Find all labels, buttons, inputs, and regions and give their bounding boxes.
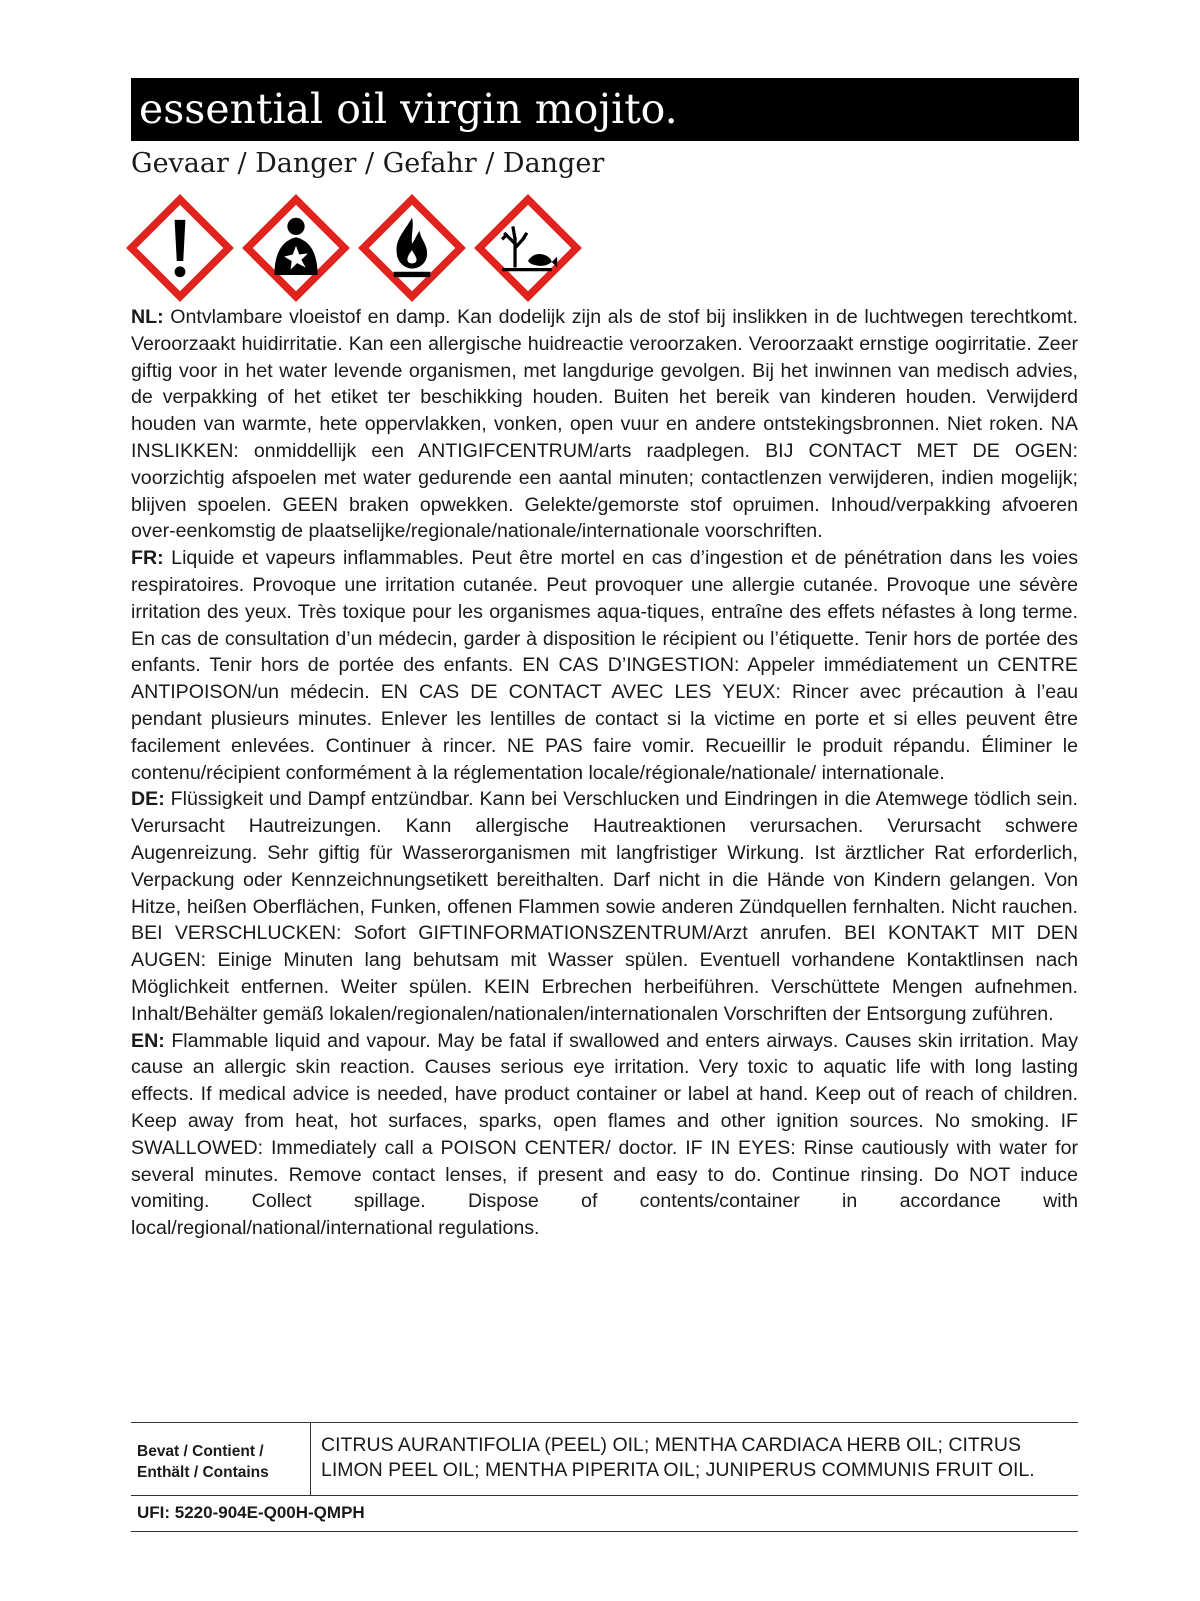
statement-de	[131, 786, 1078, 1027]
ingredients-label-line2: Enthält / Contains	[137, 1464, 269, 1481]
language-code: FR:	[131, 547, 164, 570]
language-code: NL:	[131, 306, 164, 328]
ingredients-label	[131, 1423, 311, 1495]
exclamation-mark-icon	[126, 194, 234, 302]
language-code: DE:	[131, 788, 165, 811]
ingredients-label-line1: Bevat / Contient /	[137, 1443, 264, 1460]
ufi-code: UFI: 5220-904E-Q00H-QMPH	[131, 1496, 1078, 1532]
ingredients-table	[131, 1422, 1078, 1496]
statement-text: Ontvlambare vloeistof en damp. Kan dodelijk zijn als de stof bij inslikken in de luchtwegen terechtkomt. Veroorzaakt huidirritatie. Kan een allergische huidreactie veroorzaken. Veroorzaakt ernstige oogirritatie. Zeer giftig voor in het water levende organismen, met langdurige gevolgen. Bij het inwinnen van medisch advies, de verpakking of het etiket ter beschikking houden. Buiten het bereik van kinderen houden. Verwijderd houden van warmte, hete oppervlakken, vonken, open vuur en andere ontstekingsbronnen. Niet roken. NA INSLIKKEN: onmiddellijk een ANTIGIFCENTRUM/arts raadplegen. BIJ CONTACT MET DE OGEN: voorzichtig afspoelen met water gedurende een aantal minuten; contactlenzen verwijderen, indien mogelijk; blijven spoelen. GEEN braken opwekken. Gelekte/gemorste stof opruimen. Inhoud/verpakking afvoeren over-eenkomstig de plaatselijke/regionale/nationale/internationale voorschriften.	[131, 306, 1078, 543]
flame-icon	[358, 194, 466, 302]
statement-text: Flüssigkeit und Dampf entzündbar. Kann bei Verschlucken und Eindringen in die Atemwege tödlich sein. Verursacht Hautreizungen. Kann allergische Hautreaktionen verursachen. Verursacht schwere Augenreizung. Sehr giftig für Wasserorganismen mit langfristiger Wirkung. Ist ärztlicher Rat erforderlich, Verpackung oder Kennzeichnungsetikett bereithalten. Darf nicht in die Hände von Kindern gelangen. Von Hitze, heißen Oberflächen, Funken, offenen Flammen sowie anderen Zündquellen fernhalten. Nicht rauchen. BEI VERSCHLUCKEN: Sofort GIFTINFORMATIONSZENTRUM/Arzt anrufen. BEI KONTAKT MIT DEN AUGEN: Einige Minuten lang behutsam mit Wasser spülen. Eventuell vorhandene Kontaktlinsen nach Möglichkeit entfernen. Weiter spülen. KEIN Erbrechen herbeiführen. Verschüttete Mengen aufnehmen. Inhalt/Behälter gemäß lokalen/regionalen/nationalen/internationalen Vorschriften der Entsorgung zuführen.	[131, 788, 1078, 1025]
statement-en	[131, 1028, 1078, 1242]
product-title: essential oil virgin mojito.	[131, 78, 1079, 141]
statement-text: Liquide et vapeurs inflammables. Peut être mortel en cas d’ingestion et de pénétration dans les voies respiratoires. Provoque une irritation cutanée. Peut provoquer une allergie cutanée. Provoque une sévère irritation des yeux. Très toxique pour les organismes aqua-tiques, entraîne des effets néfastes à long terme. En cas de consultation d’un médecin, garder à disposition le récipient ou l’étiquette. Tenir hors de portée des enfants. Tenir hors de portée des enfants. EN CAS D’INGESTION: Appeler immédiatement un CENTRE ANTIPOISON/un médecin. EN CAS DE CONTACT AVEC LES YEUX: Rincer avec précaution à l’eau pendant plusieurs minutes. Enlever les lentilles de contact si la victime en porte et si elles peuvent être facilement enlevées. Continuer à rincer. NE PAS faire vomir. Recueillir le produit répandu. Éliminer le contenu/récipient conformément à la réglementation locale/régionale/nationale/ internationale.	[131, 547, 1078, 784]
statement-fr	[131, 545, 1078, 786]
statement-nl	[131, 304, 1078, 545]
health-hazard-icon	[242, 194, 350, 302]
environment-hazard-icon	[474, 194, 582, 302]
hazard-statements	[131, 304, 1078, 1242]
signal-word: Gevaar / Danger / Gefahr / Danger	[131, 148, 605, 179]
ingredients-list: CITRUS AURANTIFOLIA (PEEL) OIL; MENTHA CARDIACA HERB OIL; CITRUS LIMON PEEL OIL; MENTHA PIPERITA OIL; JUNIPERUS COMMUNIS FRUIT OIL.	[321, 1434, 1035, 1481]
language-code: EN:	[131, 1029, 165, 1052]
statement-text: Flammable liquid and vapour. May be fatal if swallowed and enters airways. Causes skin irritation. May cause an allergic skin reaction. Causes serious eye irritation. Very toxic to aquatic life with long lasting effects. If medical advice is needed, have product container or label at hand. Keep out of reach of children. Keep away from heat, hot surfaces, sparks, open flames and other ignition sources. No smoking. IF SWALLOWED: Immediately call a POISON CENTER/ doctor. IF IN EYES: Rinse cautiously with water for several minutes. Remove contact lenses, if present and easy to do. Continue rinsing. Do NOT induce vomiting. Collect spillage. Dispose of contents/container in accordance with local/regional/national/international regulations.	[131, 1029, 1078, 1240]
